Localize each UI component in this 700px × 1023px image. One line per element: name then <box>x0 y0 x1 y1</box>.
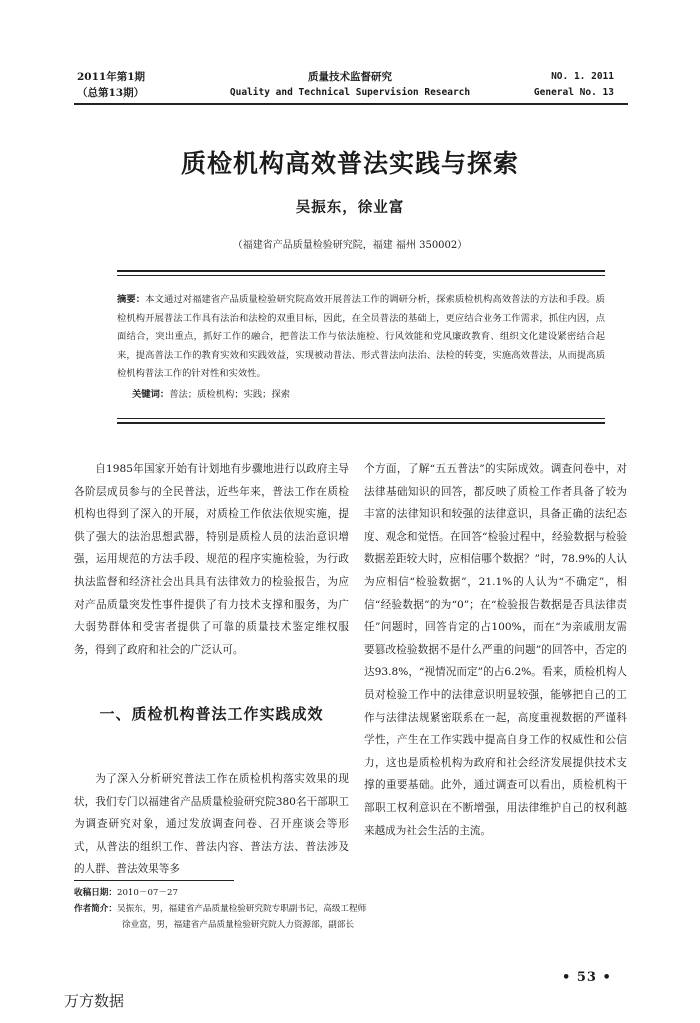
author-intro-label: 作者简介： <box>74 904 117 914</box>
received-label: 收稿日期： <box>74 888 117 898</box>
footnote-received <box>74 886 178 901</box>
abstract-rule-top <box>117 270 605 272</box>
right-paragraph-1: 个方面，了解“五五普法”的实际成效。调查问卷中，对法律基础知识的回答，都反映了质检工作者具备了较为丰富的法律知识和较强的法律意识，具备正确的法纪态度、观念和觉悟。在回答“检验过程中，经验数据与检验数据差距较大时，应相信哪个数据？”时，78.9%的人认为应相信“检验数据”，21.1%的人认为“不确定”，相信“经验数据”的为“0”；在“检验报告数据是否具法律责任”问题时，回答肯定的占100%，而在“为亲戚朋友需要篡改检验数据不是什么严重的问题”的回答中，否定的达93.8%，“视情况而定”的占6.2%。看来，质检机构人员对检验工作中的法律意识明显较强，能够把自己的工作与法律法规紧密联系在一起，高度重视数据的严谨科学性，产生在工作实践中提高自身工作的权威性和公信力，这也是质检机构为政府和社会经济发展提供技术支撑的重要基础。此外，通过调查可以看出，质检机构干部职工权利意识在不断增强，用法律维护自己的权利越来越成为社会生活的主流。 <box>364 463 627 837</box>
watermark: 万方数据 <box>64 992 125 1010</box>
keywords-text: 普法；质检机构；实践；探索 <box>169 389 291 400</box>
article-authors: 吴振东，徐业富 <box>295 199 405 216</box>
author2-bio: 徐业富，男，福建省产品质量检验研究院人力资源部，副部长 <box>122 920 355 930</box>
body-right-para1 <box>364 458 627 842</box>
body-left-para2 <box>74 768 349 881</box>
header-rule <box>74 103 628 105</box>
left-paragraph-1: 自1985年国家开始有计划地有步骤地进行以政府主导各阶层成员参与的全民普法，近些年来，普法工作在质检机构也得到了深入的开展，对质检工作依法依规实施，提供了强大的法治思想武器，特别是质检人员的法治意识增强，运用规范的方法手段、规范的程序实施检验，为行政执法监督和经济社会出具具有法律效力的检验报告，为应对产品质量突发性事件提供了有力技术支撑和服务，为广大弱势群体和受害者提供了可靠的质量技术鉴定维权服务，得到了政府和社会的广泛认可。 <box>74 463 349 656</box>
section-heading-1: 一、质检机构普法工作实践成效 <box>99 705 324 723</box>
left-paragraph-2: 为了深入分析研究普法工作在质检机构落实效果的现状，我们专门以福建省产品质量检验研究院380名干部职工为调查研究对象，通过发放调查问卷、召开座谈会等形式，从普法的组织工作、普法内容、普法方法、普法涉及的人群、普法效果等多 <box>74 773 349 876</box>
body-left-para1 <box>74 458 349 661</box>
abstract-rule-top-thin <box>117 275 605 276</box>
footnote-author2 <box>122 918 354 933</box>
header-total-issue: （总第13期） <box>77 87 145 99</box>
abstract-rule-bottom-thin <box>117 418 605 419</box>
footnote-author1 <box>74 902 366 917</box>
page-number: • 53 • <box>562 970 612 985</box>
abstract-text: 本文通过对福建省产品质量检验研究院高效开展普法工作的调研分析，探索质检机构高效普法的方法和手段。质检机构开展普法工作具有法治和法检的双重目标，因此，在全员普法的基础上，更应结合业务工作需求，抓住内因，点面结合，突出重点，抓好工作的融合，把普法工作与依法施检、行风效能和党风廉政教育、组织文化建设紧密结合起来，提高普法工作的教育实效和实践效益，实现被动普法、形式普法向法治、法检的转变，实施高效普法，从而提高质检机构普法工作的针对性和实效性。 <box>117 294 605 379</box>
header-journal-cn: 质量技术监督研究 <box>308 71 392 83</box>
header-year-issue: 2011年第1期 <box>77 71 146 83</box>
abstract <box>117 291 605 384</box>
keywords-label: 关键词： <box>132 389 170 400</box>
abstract-rule-bottom <box>117 422 605 424</box>
article-title: 质检机构高效普法实践与探索 <box>180 149 519 178</box>
header-general-no: General No. 13 <box>533 87 614 98</box>
footnote-rule <box>74 880 234 881</box>
author1-bio: 吴振东，男，福建省产品质量检验研究院专职副书记，高级工程师 <box>116 904 367 914</box>
keywords <box>132 386 290 400</box>
header-journal-en: Quality and Technical Supervision Research <box>229 87 471 98</box>
article-affiliation: （福建省产品质量检验研究院，福建 福州 350002） <box>232 240 468 251</box>
received-date: 2010－07－27 <box>116 888 178 898</box>
abstract-label: 摘要： <box>117 294 146 305</box>
header-no: NO. 1. 2011 <box>551 71 614 82</box>
